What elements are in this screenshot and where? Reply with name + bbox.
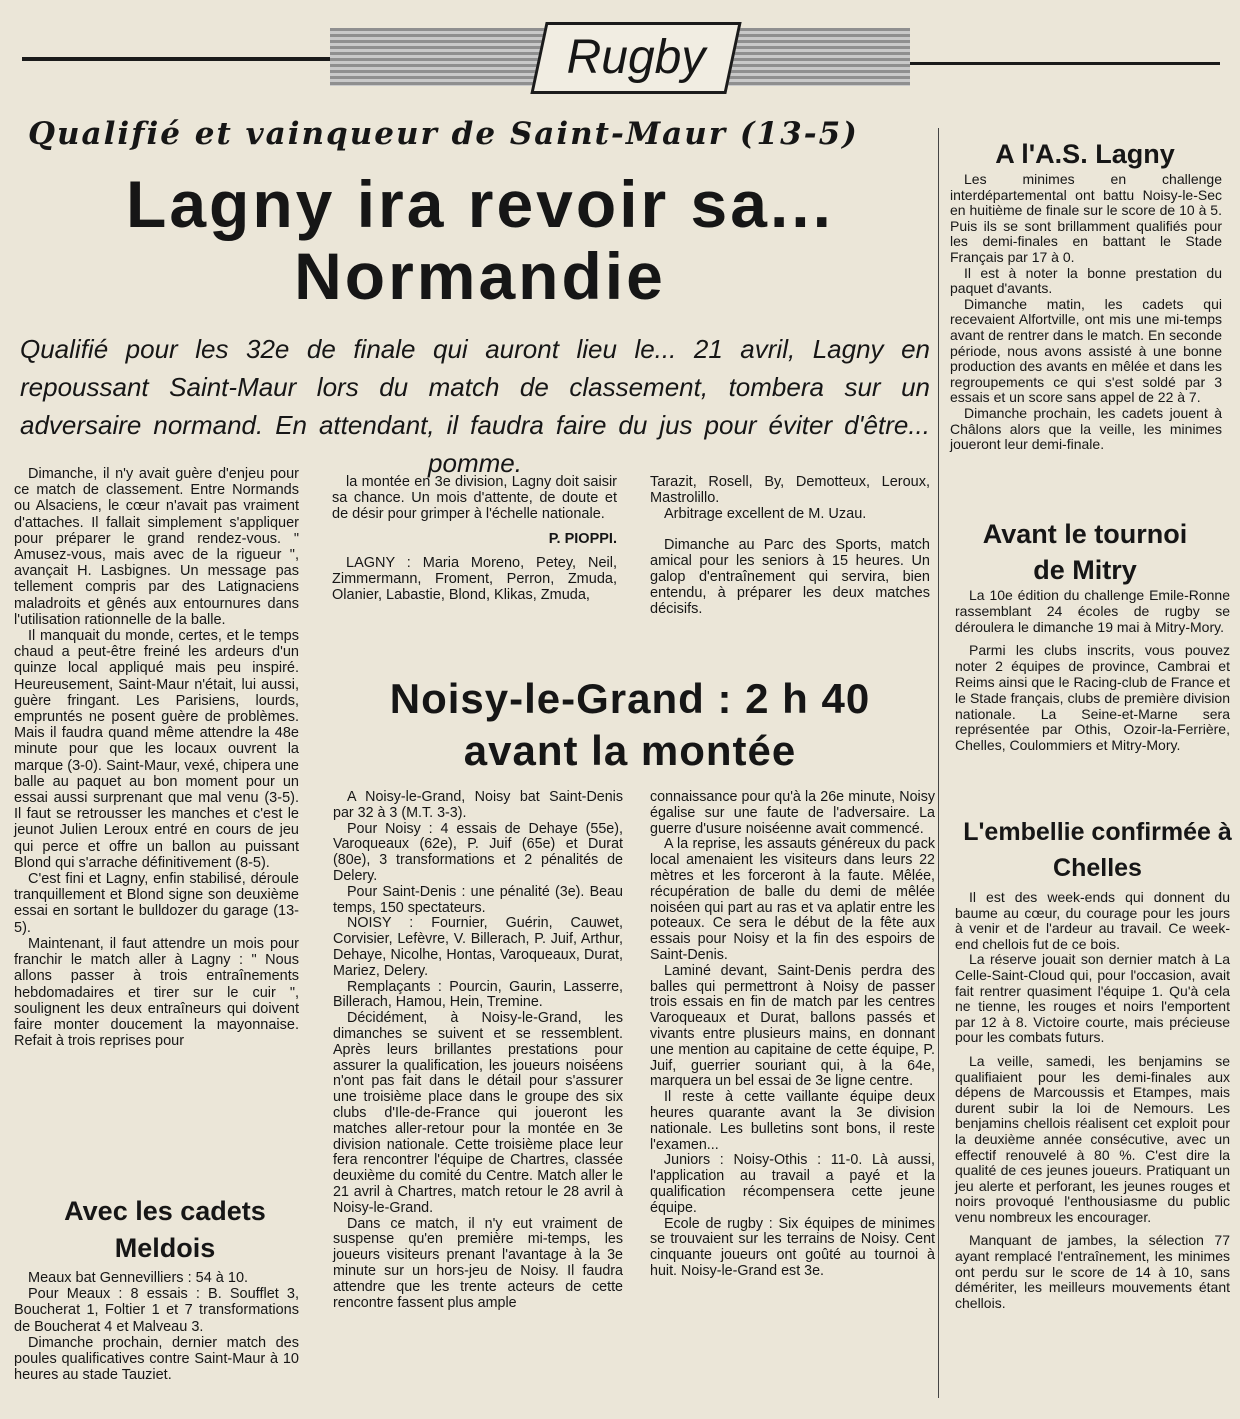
paragraph: Manquant de jambes, la sélection 77 ayant remplacé l'entraînement, les minimes ont perdu sur le score de 14 à 10, sans démériter, les meilleurs mouvements étant chellois. bbox=[955, 1232, 1230, 1311]
paragraph: Il manquait du monde, certes, et le temps chaud a peut-être freiné les ardeurs d'un quinze local appliqué mais peu inspiré. Heureusement, Saint-Maur n'était, lui aussi, guère fringant. Les Parisiens, lourds, empruntés ne posent guère de problèmes. Mais il faudra quand même attendre la 48e minute pour que les locaux ouvrent la marque (3-0). Saint-Maur, vexé, chipera une balle au paquet au bon moment pour un essai aussi surprenant que mal venu (3-5). Il faut se retrousser les manches et c'est le jeunot Julien Leroux entré en cours de jeu qui perce et offre un ballon au puissant Blond qui s'arrache définitivement (8-5). bbox=[14, 628, 299, 871]
cadets-article bbox=[14, 1270, 299, 1383]
mitry-article bbox=[955, 588, 1230, 754]
paragraph: Arbitrage excellent de M. Uzau. bbox=[664, 506, 867, 523]
paragraph: Remplaçants : Pourcin, Gaurin, Lasserre, Billerach, Hamou, Hein, Tremine. bbox=[333, 978, 623, 1011]
paragraph: Dimanche prochain, dernier match des poules qualificatives contre Saint-Maur à 10 heures au stade Tauziet. bbox=[14, 1334, 299, 1384]
section-title: Rugby bbox=[566, 31, 706, 84]
paragraph: Pour Meaux : 8 essais : B. Soufflet 3, Boucherat 1, Foltier 1 et 7 transformations de Boucherat 4 et Malveau 3. bbox=[14, 1286, 299, 1335]
noisy-col1 bbox=[333, 790, 623, 1311]
chelles-title: L'embellie confirmée à Chelles bbox=[963, 818, 1232, 882]
main-article-col1 bbox=[14, 466, 299, 1049]
paragraph: Juniors : Noisy-Othis : 11-0. Là aussi, l'application au travail a payé et la qualification récompensera cette jeune équipe. bbox=[650, 1152, 935, 1216]
paragraph: Maintenant, il faut attendre un mois pour franchir le match aller à Lagny : " Nous allons passer à trois entraînements hebdomadaires et tirer sur le cuir ", soulignent les deux entraîneurs qui doivent faire monter doucement la mayonnaise. Refait à trois reprises pour bbox=[14, 935, 299, 1050]
cadets-title: Avec les cadets Meldois bbox=[64, 1196, 266, 1263]
paragraph: A Noisy-le-Grand, Noisy bat Saint-Denis par 32 à 3 (M.T. 3-3). bbox=[333, 789, 623, 821]
paragraph: La 10e édition du challenge Emile-Ronne rassemblant 24 écoles de rugby se déroulera le dimanche 19 mai à Mitry-Mory. bbox=[955, 587, 1230, 635]
kicker: Qualifié et vainqueur de Saint-Maur (13-5) bbox=[28, 116, 859, 152]
section-tag bbox=[530, 22, 741, 94]
paragraph: A la reprise, les assauts généreux du pack local amenaient les visiteurs dans leurs 22 mètres et les forceront à la faute. Mêlée, récupération de balle du demi de mêlée noiséen qui part au ras et va aplatir entre les poteaux. Ce sera le début de la fête aux essais pour Noisy et la fin des espoirs de Saint-Denis. bbox=[650, 836, 935, 963]
paragraph: Il reste à cette vaillante équipe deux heures quarante avant la 3e division nationale. Les bulletins sont bons, il reste l'examen... bbox=[650, 1089, 935, 1153]
paragraph: la montée en 3e division, Lagny doit saisir sa chance. Un mois d'attente, de doute et de désir pour grimper à l'échelle nationale. bbox=[332, 474, 617, 523]
noisy-title: Noisy-le-Grand : 2 h 40 avant la montée bbox=[389, 675, 871, 774]
paragraph: Parmi les clubs inscrits, vous pouvez noter 2 équipes de province, Cambrai et Reims ainsi que le Racing-club de France et le Stade français, clubs de première division nationale. La Seine-et-Marne sera représentée par Othis, Ozoir-la-Ferrière, Chelles, Coulommiers et Mitry-Mory. bbox=[955, 642, 1230, 754]
headline: Lagny ira revoir sa... Normandie bbox=[126, 167, 834, 313]
paragraph: Les minimes en challenge interdépartemental ont battu Noisy-le-Sec en huitième de finale sur le score de 10 à 5. Puis ils se sont brillamment qualifiés pour les demi-finales en battant le Stade Français par 17 à 0. bbox=[950, 171, 1222, 265]
column-rule bbox=[938, 128, 939, 1398]
paragraph: Tarazit, Rosell, By, Demotteux, Leroux, Mastrolillo. bbox=[650, 474, 930, 507]
paragraph: La veille, samedi, les benjamins se qualifiaient pour les demi-finales aux dépens de Marcoussis et Etampes, mais durent subir la loi de Nemours. Les benjamins chellois réalisent cet exploit pour la deuxième année consécutive, avec un effectif renouvelé à 80 %. C'est dire la qualité de ces jeunes joueurs. Pratiquant un jeu alerte et perforant, les jeunes rouges et noirs provoqué l'enthousiasme du public venu nombreux les encourager. bbox=[955, 1052, 1230, 1225]
paragraph: Il est des week-ends qui donnent du baume au cœur, du courage pour les jours à venir et de l'ardeur au travail. Ce week-end chellois fut de ce bois. bbox=[955, 889, 1230, 952]
paragraph: Pour Noisy : 4 essais de Dehaye (55e), Varoqueaux (62e), P. Juif (65e) et Durat (80e), 3 transformations et 2 pénalités de Delery. bbox=[333, 820, 623, 884]
paragraph: Décidément, à Noisy-le-Grand, les dimanches se suivent et se ressemblent. Après leurs brillantes prestations pour assurer la qualification, les joueurs noiséens n'ont pas fait dans le détail pour s'assurer une troisième place dans le groupe des six clubs d'Ile-de-France qui joueront les matches aller-retour pour la montée en 3e division nationale. Cette troisième place leur fera rencontrer l'équipe de Chartres, classée deuxième du comité du Centre. Match aller le 21 avril à Chartres, match retour le 28 avril à Noisy-le-Grand. bbox=[333, 1010, 623, 1216]
paragraph: Dimanche matin, les cadets qui recevaient Alfortville, ont mis une mi-temps avant de rentrer dans le match. En seconde période, nous avons assisté à une bonne production des avants en mêlée et dans les regroupements ce qui s'est soldé par 3 essais et un score sans appel de 22 à 7. bbox=[950, 295, 1222, 406]
paragraph: C'est fini et Lagny, enfin stabilisé, déroule tranquillement et Blond signe son deuxième essai en sortant le bulldozer du garage (13-5). bbox=[14, 871, 299, 936]
paragraph: Dimanche au Parc des Sports, match amical pour les seniors à 15 heures. Un galop d'entraînement qui servira, bien entendu, à préparer les deux matches décisifs. bbox=[650, 536, 930, 618]
lagny-as-article bbox=[950, 172, 1222, 453]
chelles-article bbox=[955, 890, 1230, 1311]
paragraph: La réserve jouait son dernier match à La Celle-Saint-Cloud qui, pour l'occasion, avait fait rentrer quasiment l'équipe 1. Qu'à cela ne tienne, les rouges et noirs l'emportent par 12 à 8. Victoire courte, mais précieuse pour les combats futurs. bbox=[955, 951, 1230, 1046]
paragraph: connaissance pour qu'à la 26e minute, Noisy égalise sur une faute de l'adversaire. La guerre d'usure noiséenne avait commencé. bbox=[650, 789, 935, 837]
paragraph: Dimanche, il n'y avait guère d'enjeu pour ce match de classement. Entre Normands ou Alsaciens, le cœur n'avait pas vraiment d'attaches. Il fallait simplement s'appliquer pour préparer le grand rendez-vous. " Amusez-vous, mais avec de la rigueur ", avançait H. Lasbignes. Un message pas tellement compris par des Latignaciens maladroits et gênés aux entournures dans l'utilisation rationnelle de la balle. bbox=[14, 466, 299, 628]
paragraph: Ecole de rugby : Six équipes de minimes se trouvaient sur les terrains de Noisy. Cent cinquante joueurs ont goûté au tournoi à huit. Noisy-le-Grand est 3e. bbox=[650, 1215, 935, 1279]
mitry-title: Avant le tournoi de Mitry bbox=[982, 519, 1188, 585]
lagny-as-title: A l'A.S. Lagny bbox=[995, 139, 1175, 169]
paragraph: Pour Saint-Denis : une pénalité (3e). Beau temps, 150 spectateurs. bbox=[333, 883, 623, 916]
paragraph: Laminé devant, Saint-Denis perdra des balles qui permettront à Noisy de passer trois essais en fin de match par les centres Varoqueaux et Durat, ballons passés et vivants entre plusieurs mains, en donnant une mention au capitaine de cette équipe, P. Juif, guerrier souriant qui, à la 64e, marquera un bel essai de 3e ligne centre. bbox=[650, 962, 935, 1090]
noisy-col2 bbox=[650, 790, 935, 1280]
signature: P. PIOPPI. bbox=[548, 530, 617, 547]
paragraph: Dimanche prochain, les cadets jouent à Châlons alors que la veille, les minimes joueront leur demi-finale. bbox=[950, 404, 1222, 453]
main-article-col2 bbox=[332, 474, 617, 603]
paragraph: Dans ce match, il n'y eut vraiment de suspense qu'en première mi-temps, les joueurs visiteurs prenant l'avantage à la 3e minute sur un hors-jeu de Noisy. Il faudra attendre que les trente acteurs de cette rencontre fassent plus ample bbox=[333, 1215, 623, 1311]
paragraph: NOISY : Fournier, Guérin, Cauwet, Corvisier, Lefèvre, V. Billerach, P. Juif, Arthur, Dehaye, Nicolhe, Hontas, Varoqueaux, Durat, Mariez, Delery. bbox=[333, 915, 623, 979]
paragraph: Meaux bat Gennevilliers : 54 à 10. bbox=[28, 1270, 249, 1286]
main-article-col3 bbox=[650, 474, 930, 618]
lineup: LAGNY : Maria Moreno, Petey, Neil, Zimmermann, Froment, Perron, Zmuda, Olanier, Labastie, Blond, Klikas, Zmuda, bbox=[332, 554, 617, 604]
paragraph: Il est à noter la bonne prestation du paquet d'avants. bbox=[950, 264, 1222, 297]
standfirst: Qualifié pour les 32e de finale qui auront lieu le... 21 avril, Lagny en repoussant Saint-Maur lors du match de classement, tombera sur un adversaire normand. En attendant, il faudra faire du jus pour éviter d'être... pomme. bbox=[20, 334, 930, 478]
